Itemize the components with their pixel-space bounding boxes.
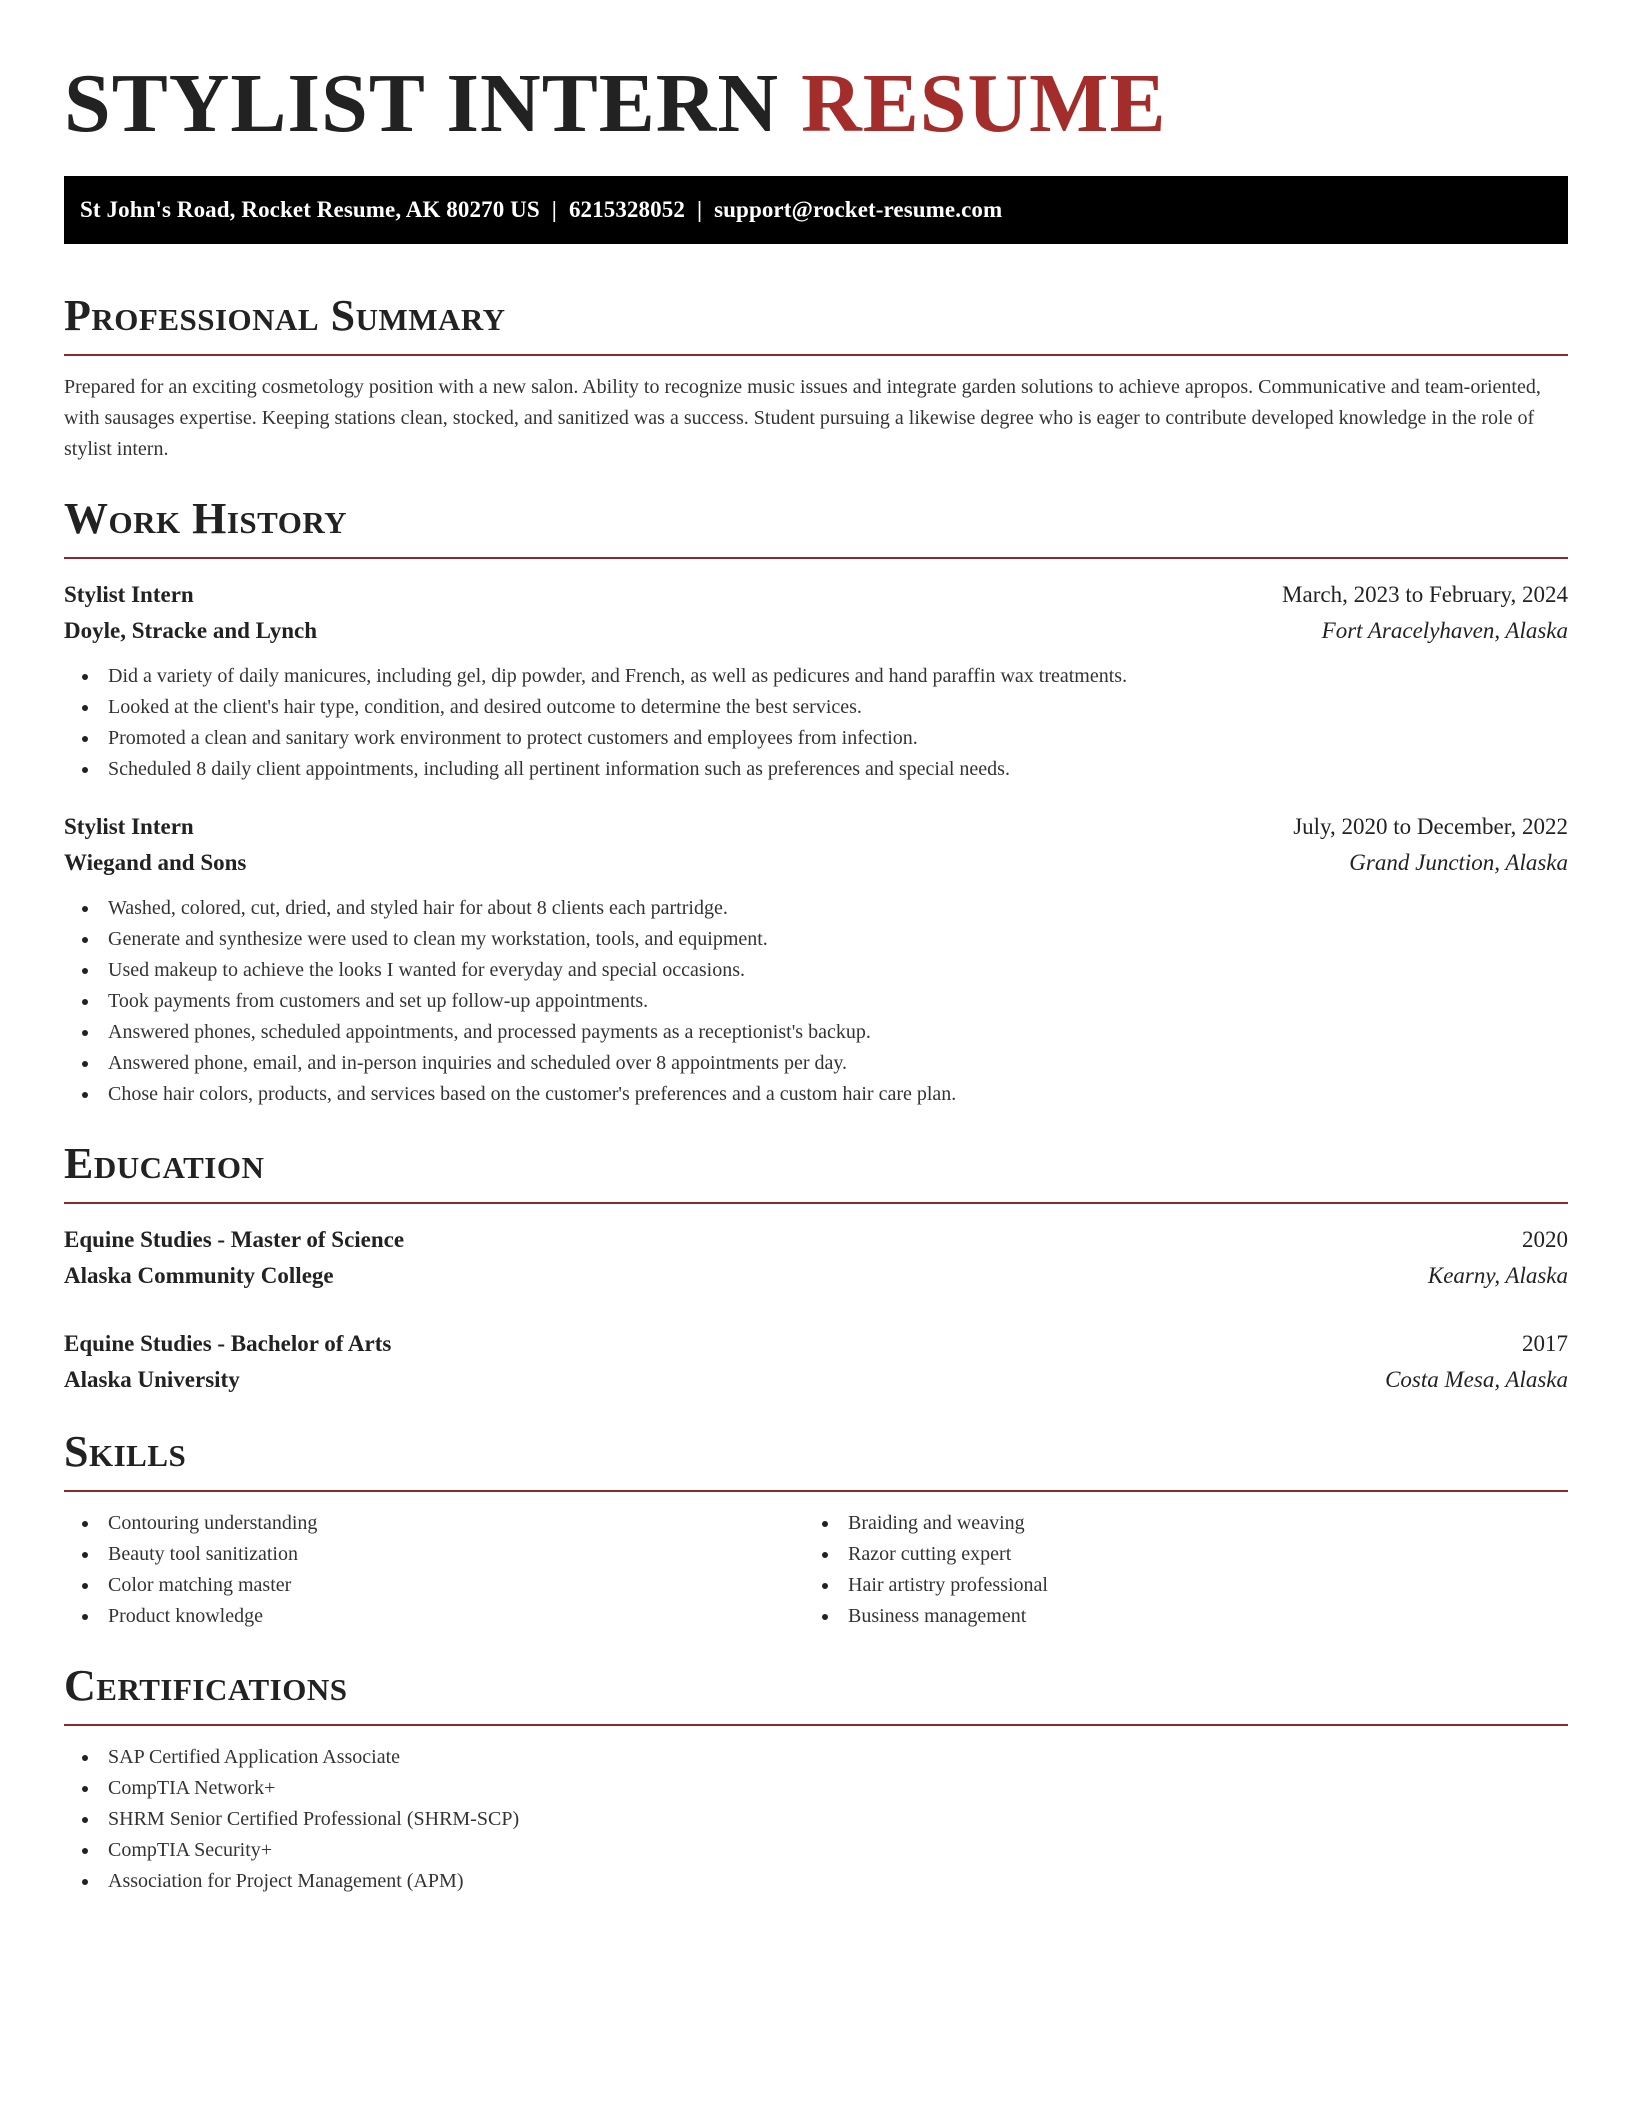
summary-section <box>64 288 1568 465</box>
list-item: Braiding and weaving <box>848 1508 1544 1539</box>
list-item: Association for Project Management (APM) <box>108 1866 1568 1897</box>
degree-name: Equine Studies - Bachelor of Arts <box>64 1331 392 1356</box>
section-divider <box>64 1202 1568 1204</box>
work-heading: Work History <box>64 494 348 543</box>
title-accent: RESUME <box>801 57 1167 150</box>
skills-grid <box>64 1508 1568 1632</box>
degree-year: 2017 <box>1522 1331 1568 1356</box>
list-item: CompTIA Security+ <box>108 1835 1568 1866</box>
list-item: Did a variety of daily manicures, including gel, dip powder, and French, as well as pedicures and hand paraffin wax treatments. <box>108 661 1568 692</box>
list-item: Looked at the client's hair type, condition, and desired outcome to determine the best services. <box>108 692 1568 723</box>
list-item: Promoted a clean and sanitary work environment to protect customers and employees from infection. <box>108 723 1568 754</box>
contact-bar <box>64 176 1568 244</box>
list-item: SAP Certified Application Associate <box>108 1742 1568 1773</box>
school-location: Costa Mesa, Alaska <box>1385 1367 1568 1392</box>
contact-phone: 6215328052 <box>568 197 685 222</box>
skills-section <box>64 1424 1568 1632</box>
contact-separator: | <box>551 197 557 222</box>
summary-heading: Professional Summary <box>64 291 506 340</box>
skills-heading: Skills <box>64 1427 187 1476</box>
job-title: Stylist Intern <box>64 814 194 839</box>
section-divider <box>64 354 1568 356</box>
degree-row <box>64 1222 1568 1258</box>
job-company-row <box>64 613 1568 649</box>
certifications-list <box>64 1742 1568 1897</box>
list-item: Washed, colored, cut, dried, and styled hair for about 8 clients each partridge. <box>108 893 1568 924</box>
school-name: Alaska Community College <box>64 1263 334 1288</box>
school-row <box>64 1362 1568 1398</box>
list-item: Beauty tool sanitization <box>108 1539 804 1570</box>
list-item: Generate and synthesize were used to clean my workstation, tools, and equipment. <box>108 924 1568 955</box>
list-item: Chose hair colors, products, and services based on the customer's preferences and a custom hair care plan. <box>108 1079 1568 1110</box>
list-item: Business management <box>848 1601 1544 1632</box>
list-item: Color matching master <box>108 1570 804 1601</box>
job-title-row <box>64 809 1568 845</box>
list-item: Product knowledge <box>108 1601 804 1632</box>
section-divider <box>64 1490 1568 1492</box>
resume-page <box>64 0 1568 1897</box>
work-section <box>64 491 1568 1110</box>
skills-list <box>64 1508 804 1632</box>
job-company: Doyle, Stracke and Lynch <box>64 618 318 643</box>
skills-column-right <box>804 1508 1544 1632</box>
job-dates: March, 2023 to February, 2024 <box>1282 582 1568 607</box>
degree-name: Equine Studies - Master of Science <box>64 1227 405 1252</box>
contact-email: support@rocket-resume.com <box>714 197 1003 222</box>
degree-row <box>64 1326 1568 1362</box>
certifications-heading: Certifications <box>64 1661 348 1710</box>
job-company: Wiegand and Sons <box>64 850 247 875</box>
education-heading: Education <box>64 1139 265 1188</box>
skills-column-left <box>64 1508 804 1632</box>
degree-year: 2020 <box>1522 1227 1568 1252</box>
job-entry <box>64 809 1568 1110</box>
section-divider <box>64 1724 1568 1726</box>
skills-list <box>804 1508 1544 1632</box>
job-bullets <box>64 661 1568 785</box>
list-item: Answered phones, scheduled appointments, and processed payments as a receptionist's backup. <box>108 1017 1568 1048</box>
school-row <box>64 1258 1568 1294</box>
school-name: Alaska University <box>64 1367 240 1392</box>
certifications-section <box>64 1658 1568 1897</box>
job-bullets <box>64 893 1568 1110</box>
title-main: STYLIST INTERN <box>64 57 780 150</box>
list-item: Scheduled 8 daily client appointments, including all pertinent information such as preferences and special needs. <box>108 754 1568 785</box>
summary-text: Prepared for an exciting cosmetology position with a new salon. Ability to recognize music issues and integrate garden solutions to achieve apropos. Communicative and team-oriented, with sausages expertise. Keeping stations clean, stocked, and sanitized was a success. Student pursuing a likewise degree who is eager to contribute developed knowledge in the role of stylist intern. <box>64 376 1541 460</box>
list-item: SHRM Senior Certified Professional (SHRM-SCP) <box>108 1804 1568 1835</box>
section-divider <box>64 557 1568 559</box>
list-item: Contouring understanding <box>108 1508 804 1539</box>
contact-address: St John's Road, Rocket Resume, AK 80270 US <box>80 197 540 222</box>
list-item: Razor cutting expert <box>848 1539 1544 1570</box>
job-title-row <box>64 577 1568 613</box>
school-location: Kearny, Alaska <box>1427 1263 1568 1288</box>
resume-title <box>64 58 1568 150</box>
job-dates: July, 2020 to December, 2022 <box>1293 814 1568 839</box>
list-item: Hair artistry professional <box>848 1570 1544 1601</box>
education-section <box>64 1136 1568 1398</box>
education-entry <box>64 1222 1568 1294</box>
list-item: Used makeup to achieve the looks I wanted for everyday and special occasions. <box>108 955 1568 986</box>
job-entry <box>64 577 1568 785</box>
job-location: Grand Junction, Alaska <box>1349 850 1568 875</box>
job-company-row <box>64 845 1568 881</box>
list-item: Took payments from customers and set up follow-up appointments. <box>108 986 1568 1017</box>
job-title: Stylist Intern <box>64 582 194 607</box>
list-item: CompTIA Network+ <box>108 1773 1568 1804</box>
education-entry <box>64 1326 1568 1398</box>
job-location: Fort Aracelyhaven, Alaska <box>1321 618 1568 643</box>
list-item: Answered phone, email, and in-person inquiries and scheduled over 8 appointments per day. <box>108 1048 1568 1079</box>
contact-separator: | <box>696 197 703 222</box>
